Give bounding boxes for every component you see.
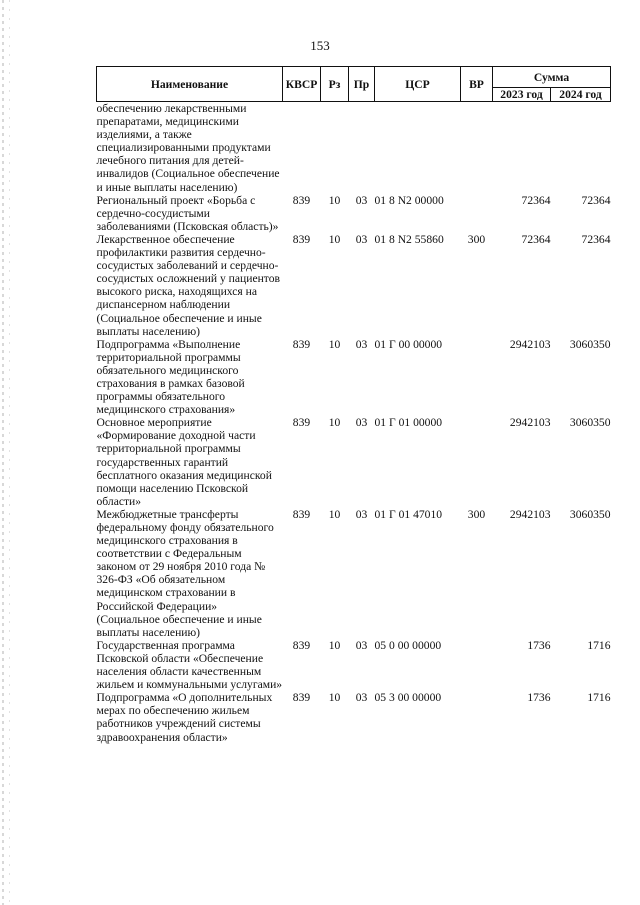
row-name: Региональный проект «Борьба с сердечно-сосудистыми заболеваниями (Псковская область)»	[96, 193, 279, 233]
table-row	[97, 416, 611, 508]
scan-edge-mark	[2, 0, 4, 905]
row-pr: 03	[355, 507, 368, 521]
row-csr: 01 Г 00 00000	[374, 337, 443, 351]
row-sum-2024: 1716	[587, 691, 611, 705]
row-csr: 01 Г 01 47010	[374, 507, 443, 521]
header-kvsr: КВСР	[283, 67, 321, 102]
row-sum-2023: 72364	[521, 193, 551, 207]
row-kvsr: 839	[292, 638, 311, 652]
table-row	[97, 639, 611, 691]
row-sum-2023: 2942103	[509, 507, 551, 521]
row-sum-2023: 2942103	[509, 337, 551, 351]
header-vr: ВР	[461, 67, 493, 102]
row-sum-2023: 1736	[527, 638, 551, 652]
row-pr: 03	[355, 638, 368, 652]
row-csr: 01 Г 01 00000	[374, 416, 443, 430]
row-sum-2024: 72364	[581, 193, 611, 207]
row-pr: 03	[355, 193, 368, 207]
row-name: обеспечению лекарственными препаратами, медицинскими изделиями, а также специализированными продуктами лечебного питания для детей-инвалидов (Социальное обеспечение и иные выплаты населению)	[96, 102, 280, 194]
continuation-row	[97, 102, 611, 194]
header-pr: Пр	[349, 67, 375, 102]
row-pr: 03	[355, 691, 368, 705]
header-year-2024: 2024 год	[551, 88, 611, 102]
row-rz: 10	[328, 507, 341, 521]
row-rz: 10	[328, 232, 341, 246]
row-sum-2024: 1716	[587, 638, 611, 652]
header-year-2023: 2023 год	[493, 88, 551, 102]
row-vr	[461, 338, 493, 417]
row-name: Лекарственное обеспечение профилактики развития сердечно-сосудистых заболеваний и сердечно-сосудистых осложнений у пациентов высокого риска, находящихся на диспансерном наблюдении (Социальное обеспечение и иные выплаты населению)	[96, 232, 280, 338]
page-number: 153	[310, 38, 330, 53]
table-row	[97, 338, 611, 417]
row-sum-2023: 72364	[521, 232, 551, 246]
row-vr	[461, 194, 493, 233]
header-sum: Сумма	[493, 67, 611, 88]
row-sum-2024: 3060350	[569, 416, 611, 430]
header-name: Наименование	[97, 67, 283, 102]
row-rz: 10	[328, 337, 341, 351]
row-pr: 03	[355, 232, 368, 246]
table-row	[97, 508, 611, 639]
row-sum-2023: 2942103	[509, 416, 551, 430]
row-kvsr: 839	[292, 337, 311, 351]
row-sum-2024: 3060350	[569, 507, 611, 521]
table-body	[97, 102, 611, 744]
row-kvsr: 839	[292, 416, 311, 430]
row-csr: 01 8 N2 55860	[374, 232, 444, 246]
row-pr: 03	[355, 416, 368, 430]
scan-edge-mark	[9, 0, 10, 905]
row-rz: 10	[328, 638, 341, 652]
row-sum-2024: 3060350	[569, 337, 611, 351]
row-name: Основное мероприятие «Формирование доходной части территориальной программы государственных гарантий бесплатного оказания медицинской помощи населению Псковской области»	[96, 416, 272, 508]
row-kvsr: 839	[292, 232, 311, 246]
row-pr: 03	[355, 337, 368, 351]
row-name: Подпрограмма «О дополнительных мерах по обеспечению жильем работников учреждений системы здравоохранения области»	[96, 691, 273, 744]
row-csr: 05 3 00 00000	[374, 691, 442, 705]
row-name: Межбюджетные трансферты федеральному фонду обязательного медицинского страхования в соответствии с Федеральным законом от 29 ноября 2010 года № 326-ФЗ «Об обязательном медицинском страховании в Российской Федерации» (Социальное обеспечение и иные выплаты населению)	[96, 507, 274, 639]
row-vr	[461, 691, 493, 743]
table-row	[97, 691, 611, 743]
row-rz: 10	[328, 416, 341, 430]
row-kvsr: 839	[292, 507, 311, 521]
row-rz: 10	[328, 691, 341, 705]
row-sum-2024: 72364	[581, 232, 611, 246]
row-sum-2023: 1736	[527, 691, 551, 705]
row-name: Подпрограмма «Выполнение территориальной программы обязательного медицинского страхования в рамках базовой программы обязательного медицинского страхования»	[96, 337, 245, 417]
table-header	[97, 67, 611, 102]
row-vr: 300	[467, 507, 486, 521]
budget-table	[96, 66, 611, 744]
row-vr: 300	[467, 232, 486, 246]
row-vr	[461, 639, 493, 691]
row-rz: 10	[328, 193, 341, 207]
row-vr	[461, 416, 493, 508]
table-row	[97, 194, 611, 233]
row-csr: 05 0 00 00000	[374, 638, 442, 652]
row-name: Государственная программа Псковской области «Обеспечение населения области качественным жильем и коммунальными услугами»	[96, 638, 283, 692]
row-csr: 01 8 N2 00000	[374, 193, 444, 207]
row-kvsr: 839	[292, 193, 311, 207]
header-rz: Рз	[321, 67, 349, 102]
header-csr: ЦСР	[375, 67, 461, 102]
table-row	[97, 233, 611, 338]
row-kvsr: 839	[292, 691, 311, 705]
